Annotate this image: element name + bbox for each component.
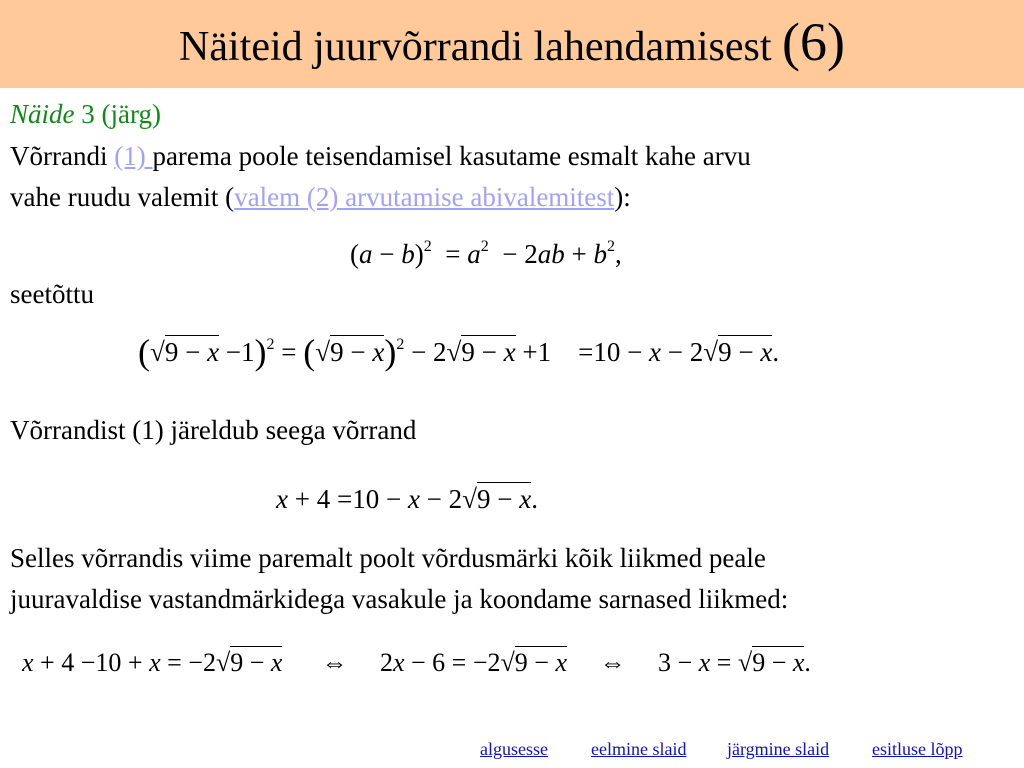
paragraph-1-line-2: vahe ruudu valemit (valem (2) arvutamise abivalemitest):	[10, 182, 631, 212]
formula-square-of-difference: $(a - b)^2 = a^2 - 2ab + b^2$,	[350, 238, 622, 269]
nav-link-end[interactable]: esitluse lõpp	[872, 739, 963, 759]
example-label: Näide	[10, 99, 75, 129]
nav-link-start[interactable]: algusesse	[480, 739, 548, 759]
iff-symbol: ⇔	[599, 648, 626, 677]
link-equation-1[interactable]: (1)	[114, 141, 153, 171]
text-seetottu: seetõttu	[10, 279, 94, 309]
nav-link-next-slide[interactable]: järgmine slaid	[727, 739, 830, 759]
paragraph-3-line-1: Selles võrrandis viime paremalt poolt võrdusmärki kõik liikmed peale	[10, 543, 766, 573]
slide-title: Näiteid juurvõrrandi lahendamisest (6)	[179, 12, 845, 72]
example-heading: Näide 3 (järg)	[10, 99, 161, 129]
formula-expansion: $(√9 - x -1)^2 = (√9 - x)^2 - 2√9 - x +1$ =10 − x − 2√9 − x.	[138, 332, 780, 372]
formula-resulting-equation: x + 4 =10 − x − 2√9 − x.	[276, 484, 538, 514]
paragraph-2: Võrrandist (1) järeldub seega võrrand	[10, 415, 417, 445]
paragraph-3-line-2: juuravaldise vastandmärkidega vasakule ja koondame sarnased liikmed:	[10, 584, 789, 614]
iff-symbol: ⇔	[321, 648, 348, 677]
slide-number: (6)	[782, 12, 845, 72]
link-formula-2[interactable]: valem (2) arvutamise abivalemitest	[234, 182, 615, 212]
nav-link-previous-slide[interactable]: eelmine slaid	[591, 739, 687, 759]
paragraph-1-line-1: Võrrandi (1) parema poole teisendamisel kasutame esmalt kahe arvu	[10, 141, 751, 171]
formula-simplification-chain: x + 4 −10 + x = −2√9 − x ⇔ 2x − 6 = −2√9 − x ⇔ 3 − x = √9 − x.	[22, 648, 811, 677]
